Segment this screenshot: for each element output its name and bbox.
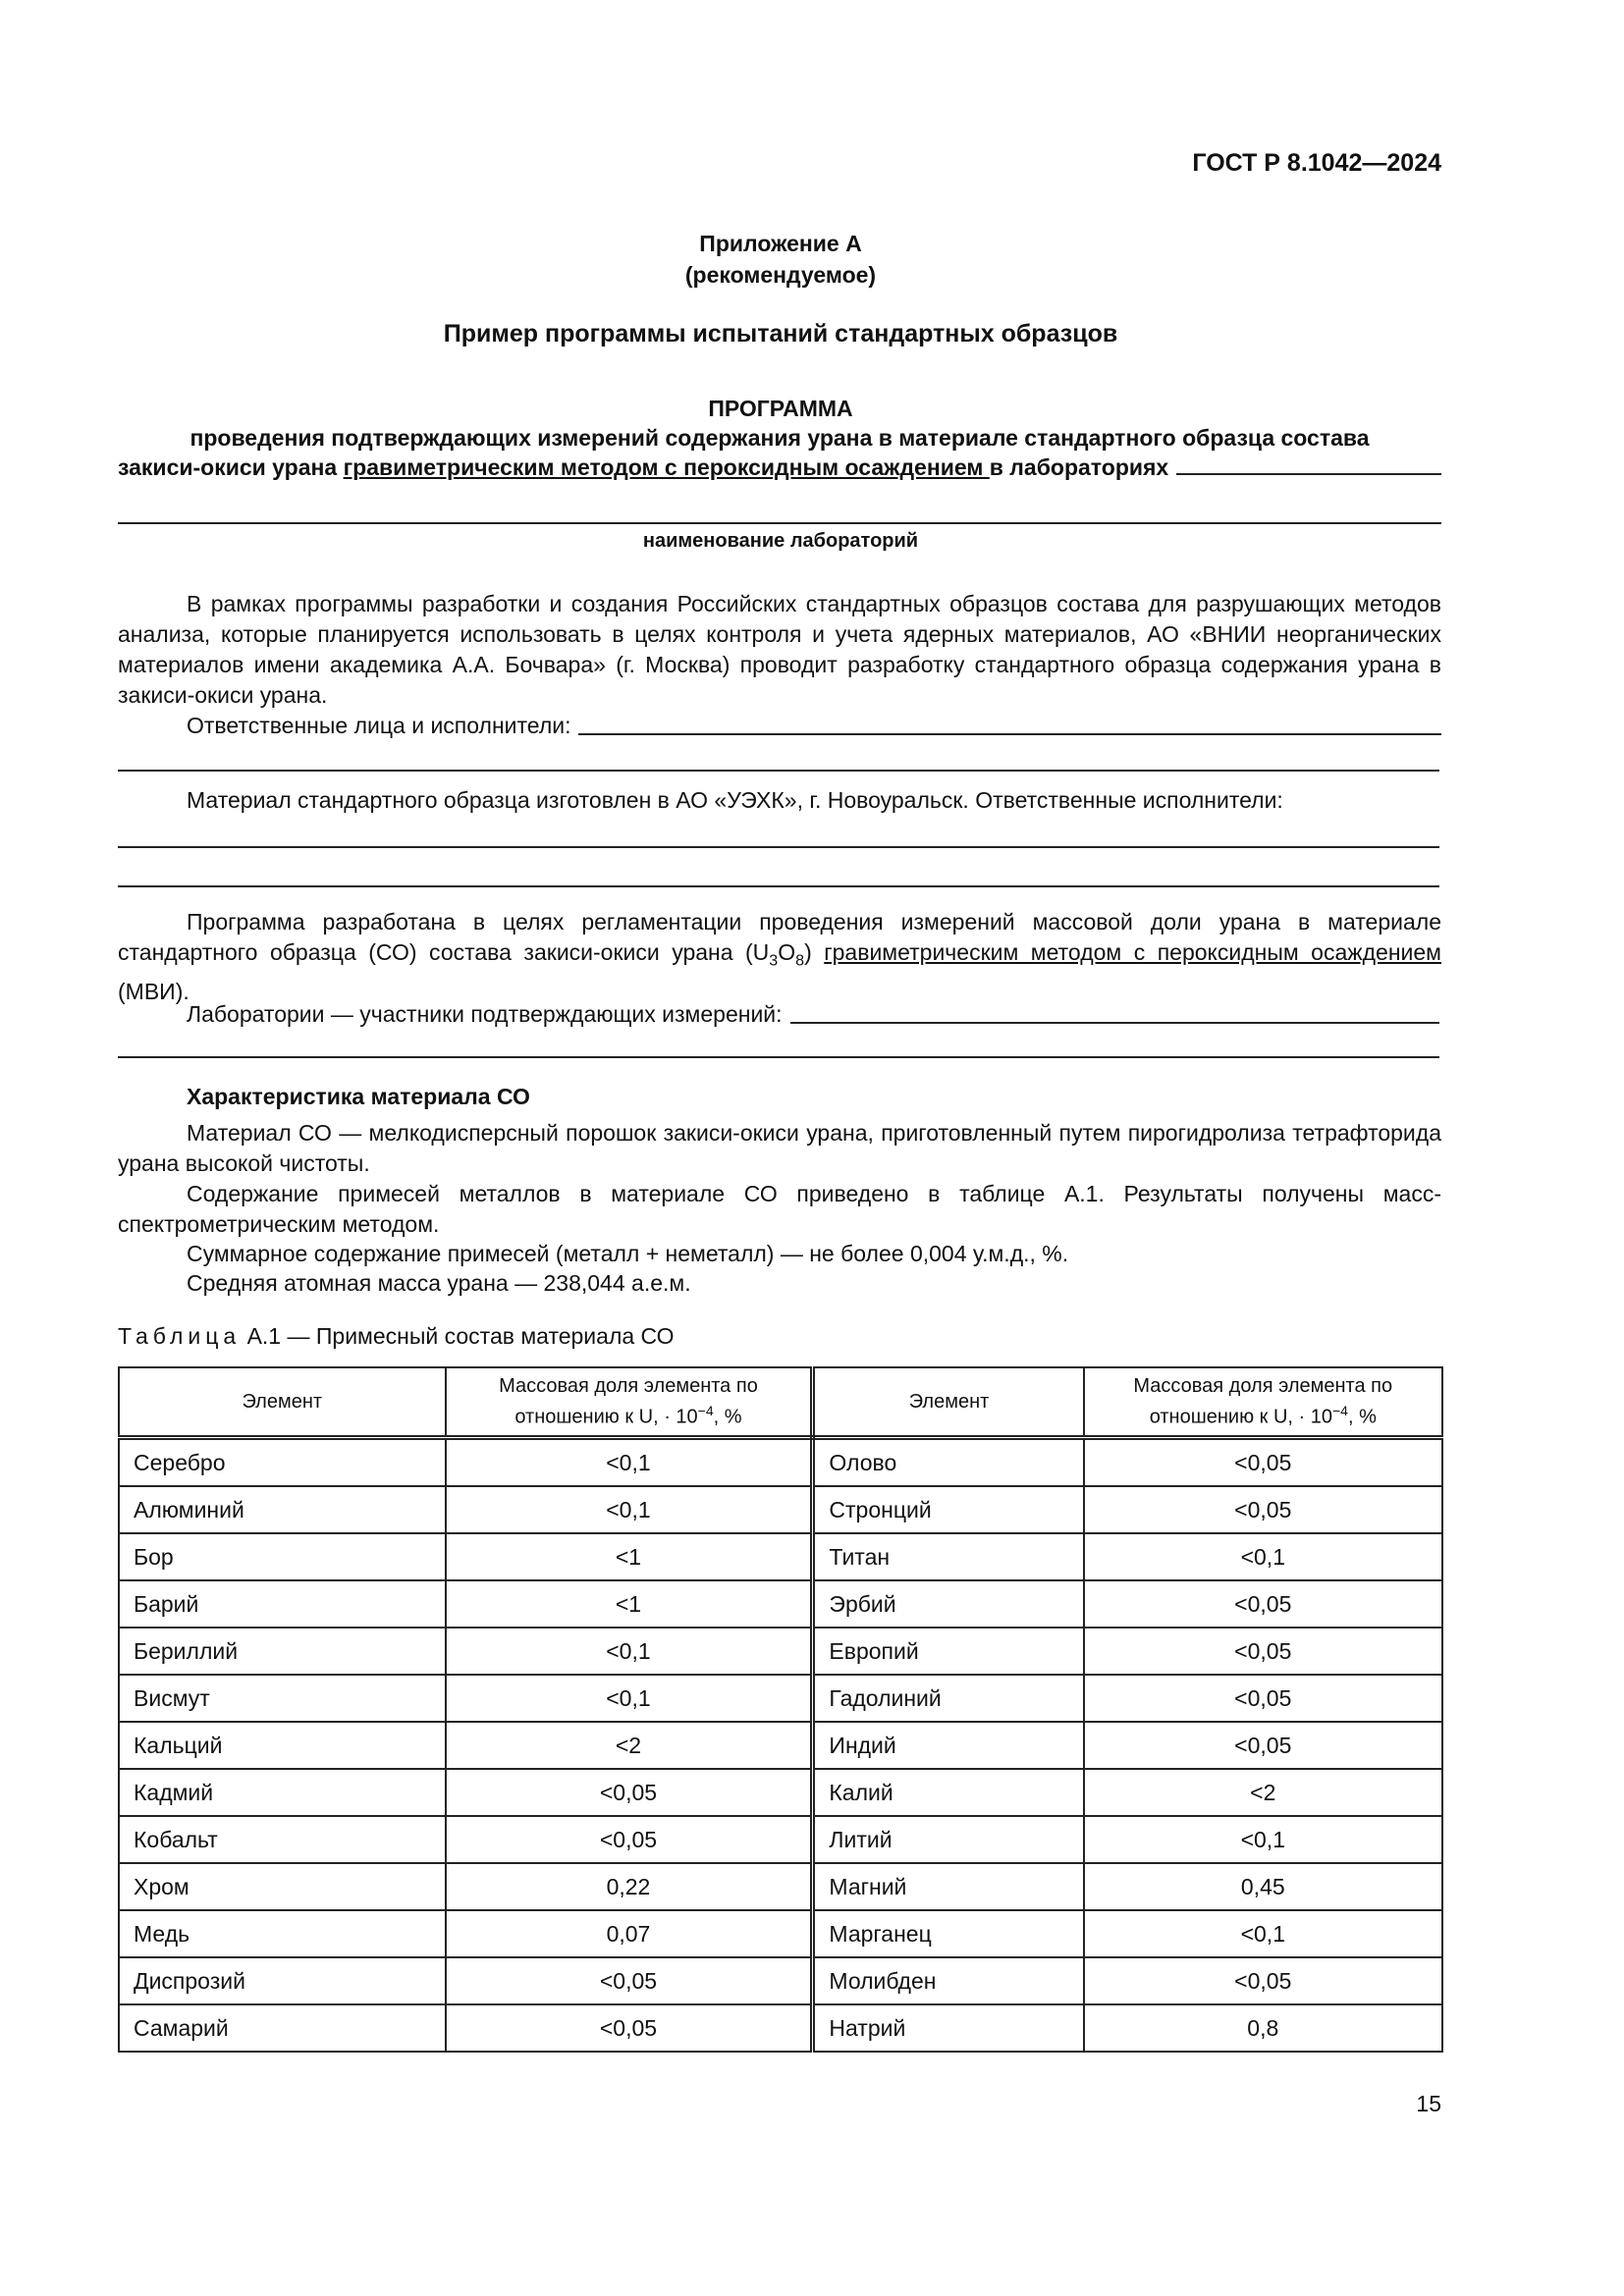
characteristics-p4: Средняя атомная масса урана — 238,044 а.е.м.	[187, 1270, 691, 1296]
element-value: <2	[446, 1722, 813, 1769]
element-value: <0,1	[1084, 1816, 1442, 1863]
element-value: <0,05	[446, 1957, 813, 2004]
table-row	[119, 1675, 1442, 1722]
element-name: Висмут	[119, 1675, 446, 1722]
element-name: Индий	[813, 1722, 1084, 1769]
characteristics-p3: Суммарное содержание примесей (металл + неметалл) — не более 0,004 у.м.д., %.	[187, 1241, 1069, 1266]
element-value: <0,1	[446, 1628, 813, 1675]
element-value: <0,1	[446, 1675, 813, 1722]
element-name: Алюминий	[119, 1486, 446, 1533]
element-value: <0,05	[1084, 1675, 1442, 1722]
table-row	[119, 1580, 1442, 1628]
element-name: Кальций	[119, 1722, 446, 1769]
element-name: Титан	[813, 1533, 1084, 1580]
divider-line	[118, 522, 1441, 524]
lab-blank-line	[1176, 454, 1441, 475]
element-value: <0,05	[446, 2004, 813, 2052]
element-name: Диспрозий	[119, 1957, 446, 2004]
element-name: Кадмий	[119, 1769, 446, 1816]
material-paragraph: Материал стандартного образца изготовлен в АО «УЭХК», г. Новоуральск. Ответственные исполнители:	[187, 787, 1283, 813]
page-number: 15	[1416, 2091, 1441, 2116]
element-name: Хром	[119, 1863, 446, 1910]
table-row	[119, 1863, 1442, 1910]
table-row	[119, 1816, 1442, 1863]
program-line-2-start: закиси-окиси урана	[118, 454, 344, 480]
labs-line	[118, 999, 1439, 1030]
element-value: 0,07	[446, 1910, 813, 1957]
element-name: Эрбий	[813, 1580, 1084, 1628]
document-code: ГОСТ Р 8.1042—2024	[1192, 149, 1441, 177]
labs-blank	[790, 999, 1439, 1024]
element-value: 0,8	[1084, 2004, 1442, 2052]
table-row	[119, 1486, 1442, 1533]
element-value: <0,1	[446, 1486, 813, 1533]
element-name: Бериллий	[119, 1628, 446, 1675]
element-name: Марганец	[813, 1910, 1084, 1957]
table-row	[119, 1533, 1442, 1580]
appendix-subtitle: Пример программы испытаний стандартных образцов	[443, 320, 1118, 347]
header-element: Элемент	[813, 1367, 1084, 1438]
element-value: <0,05	[1084, 1580, 1442, 1628]
labs-label: Лаборатории — участники подтверждающих измерений:	[187, 1001, 783, 1027]
element-name: Серебро	[119, 1438, 446, 1487]
characteristics-p1: Материал СО — мелкодисперсный порошок закиси-окиси урана, приготовленный путем пирогидролиза тетрафторида урана высокой чистоты.	[118, 1120, 1441, 1176]
element-value: <0,05	[1084, 1957, 1442, 2004]
program-line-2-end: в лабораториях	[989, 454, 1169, 480]
appendix-title: Приложение А	[699, 231, 862, 256]
impurity-table	[118, 1366, 1443, 2053]
table-header-row	[119, 1367, 1442, 1438]
element-value: <0,05	[1084, 1486, 1442, 1533]
program-line-1: проведения подтверждающих измерений содержания урана в материале стандартного образца состава	[189, 425, 1370, 451]
table-row	[119, 1910, 1442, 1957]
element-name: Гадолиний	[813, 1675, 1084, 1722]
program-paragraph: Программа разработана в целях регламентации проведения измерений массовой доли урана в материале стандартного образца (СО) состава закиси-окиси урана $(U_3O_8)$ гравиметрическим методом с пероксидным осаждением (МВИ).	[118, 909, 1441, 1004]
element-name: Самарий	[119, 2004, 446, 2052]
program-method: гравиметрическим методом с пероксидным осаждением	[343, 454, 990, 480]
blank-line	[118, 885, 1439, 887]
element-value: <0,1	[1084, 1533, 1442, 1580]
blank-line	[118, 770, 1439, 772]
element-name: Молибден	[813, 1957, 1084, 2004]
element-name: Калий	[813, 1769, 1084, 1816]
element-value: <0,05	[1084, 1628, 1442, 1675]
element-value: <0,1	[446, 1438, 813, 1487]
characteristics-p2: Содержание примесей металлов в материале СО приведено в таблице А.1. Результаты получены масс-спектрометрическим методом.	[118, 1181, 1441, 1237]
responsible-label: Ответственные лица и исполнители:	[187, 713, 571, 738]
element-name: Магний	[813, 1863, 1084, 1910]
header-value: Массовая доля элемента по отношению к U, · $10^{-4}$, %	[1084, 1367, 1442, 1438]
table-row	[119, 1628, 1442, 1675]
characteristics-heading: Характеристика материала СО	[187, 1084, 530, 1109]
element-value: <0,05	[446, 1769, 813, 1816]
paragraph-intro: В рамках программы разработки и создания Российских стандартных образцов состава для разрушающих методов анализа, которые планируется использовать в целях контроля и учета ядерных материалов, АО «ВНИИ неорганических материалов имени академика А.А. Бочвара» (г. Москва) проводит разработку стандартного образца содержания урана в закиси-окиси урана.	[118, 591, 1441, 708]
table-row	[119, 2004, 1442, 2052]
blank-line	[118, 1056, 1439, 1058]
table-row	[119, 1957, 1442, 2004]
element-name: Кобальт	[119, 1816, 446, 1863]
program-title: ПРОГРАММА	[708, 396, 853, 421]
table-row	[119, 1722, 1442, 1769]
lab-name-caption: наименование лабораторий	[642, 530, 919, 552]
element-name: Олово	[813, 1438, 1084, 1487]
header-value: Массовая доля элемента по отношению к U, · $10^{-4}$, %	[446, 1367, 813, 1438]
element-name: Европий	[813, 1628, 1084, 1675]
element-value: <0,05	[1084, 1438, 1442, 1487]
element-name: Барий	[119, 1580, 446, 1628]
table-caption: Таблица А.1 — Примесный состав материала СО	[118, 1323, 675, 1349]
element-name: Натрий	[813, 2004, 1084, 2052]
element-name: Стронций	[813, 1486, 1084, 1533]
element-value: <2	[1084, 1769, 1442, 1816]
element-name: Бор	[119, 1533, 446, 1580]
element-value: <0,1	[1084, 1910, 1442, 1957]
header-element: Элемент	[119, 1367, 446, 1438]
appendix-status: (рекомендуемое)	[684, 262, 877, 288]
element-value: 0,22	[446, 1863, 813, 1910]
blank-line	[118, 846, 1439, 848]
element-name: Медь	[119, 1910, 446, 1957]
element-value: <1	[446, 1533, 813, 1580]
responsible-blank	[578, 711, 1441, 735]
element-name: Литий	[813, 1816, 1084, 1863]
element-value: <0,05	[446, 1816, 813, 1863]
responsible-line	[118, 711, 1441, 741]
table-row	[119, 1438, 1442, 1487]
program-line-2	[118, 454, 1441, 481]
table-row	[119, 1769, 1442, 1816]
element-value: <0,05	[1084, 1722, 1442, 1769]
element-value: <1	[446, 1580, 813, 1628]
element-value: 0,45	[1084, 1863, 1442, 1910]
